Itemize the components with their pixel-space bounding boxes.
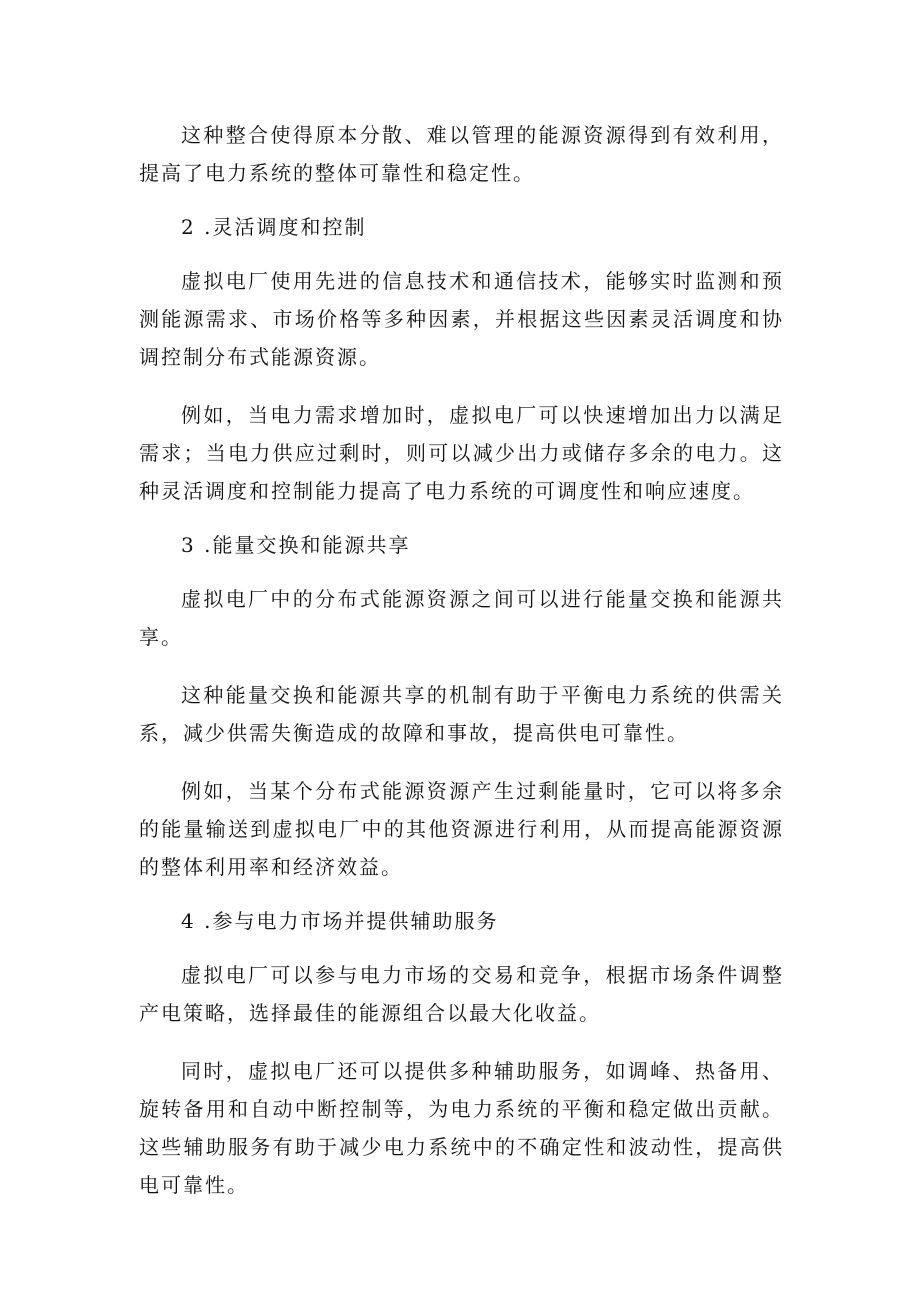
paragraph: 这种能量交换和能源共享的机制有助于平衡电力系统的供需关系，减少供需失衡造成的故障和事故，提高供电可靠性。: [139, 683, 784, 745]
section-heading: 2 .灵活调度和控制: [181, 215, 367, 239]
paragraph: 这种整合使得原本分散、难以管理的能源资源得到有效利用，提高了电力系统的整体可靠性和稳定性。: [139, 123, 784, 185]
paragraph: 虚拟电厂可以参与电力市场的交易和竞争，根据市场条件调整产电策略，选择最佳的能源组合以最大化收益。: [139, 963, 784, 1025]
section-heading: 4 .参与电力市场并提供辅助服务: [181, 909, 499, 933]
section-heading: 3 .能量交换和能源共享: [181, 533, 411, 557]
paragraph: 例如，当某个分布式能源资源产生过剩能量时，它可以将多余的能量输送到虚拟电厂中的其他资源进行利用，从而提高能源资源的整体利用率和经济效益。: [139, 779, 784, 879]
paragraph: 虚拟电厂中的分布式能源资源之间可以进行能量交换和能源共享。: [139, 587, 784, 649]
paragraph: 同时，虚拟电厂还可以提供多种辅助服务，如调峰、热备用、旋转备用和自动中断控制等，为电力系统的平衡和稳定做出贡献。这些辅助服务有助于减少电力系统中的不确定性和波动性，提高供电可靠性。: [139, 1059, 784, 1197]
document-body: [139, 116, 784, 1224]
paragraph: 虚拟电厂使用先进的信息技术和通信技术，能够实时监测和预测能源需求、市场价格等多种因素，并根据这些因素灵活调度和协调控制分布式能源资源。: [139, 269, 784, 369]
paragraph: 例如，当电力需求增加时，虚拟电厂可以快速增加出力以满足需求；当电力供应过剩时，则可以减少出力或储存多余的电力。这种灵活调度和控制能力提高了电力系统的可调度性和响应速度。: [139, 403, 784, 503]
